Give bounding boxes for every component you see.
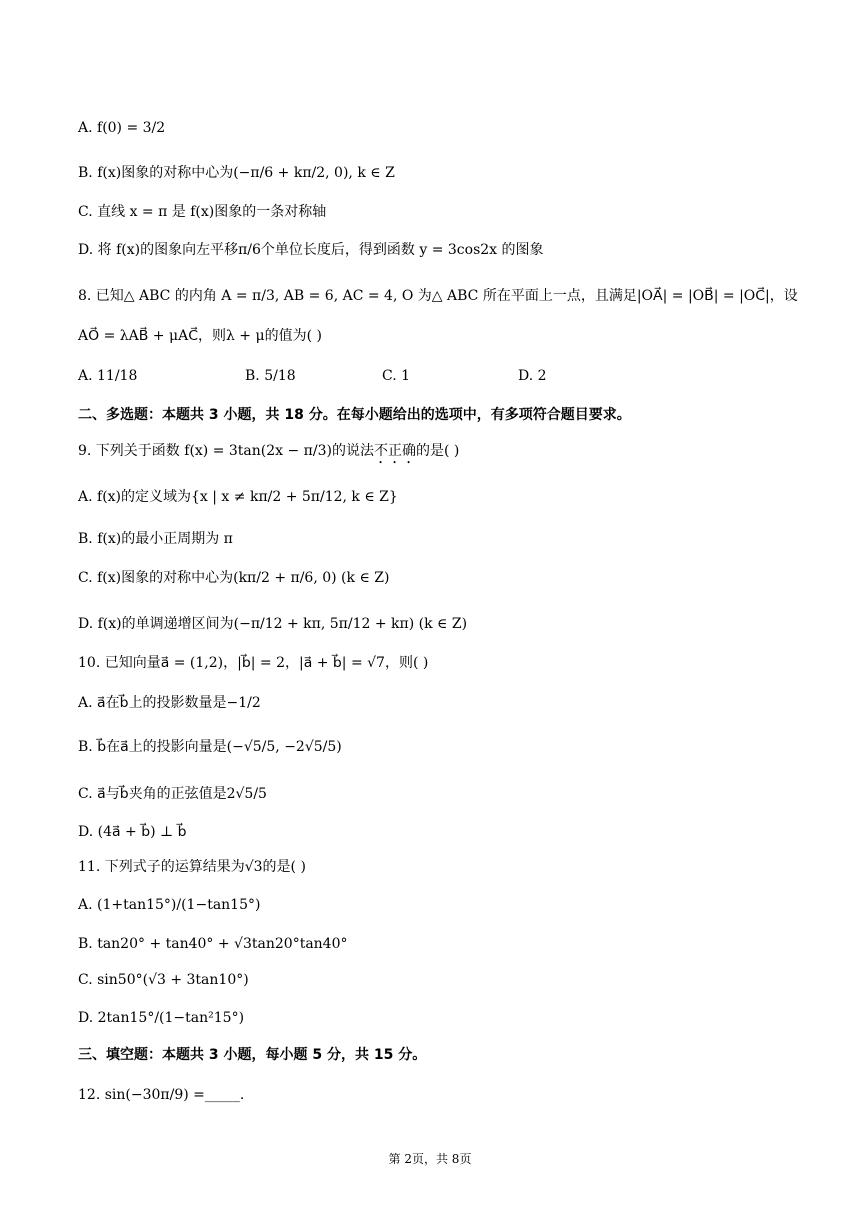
q9-option-b: B. f(x)的最小正周期为 π bbox=[78, 531, 233, 547]
q10-option-a: A. a⃗在b⃗上的投影数量是−1/2 bbox=[78, 695, 261, 711]
section-heading-fill-in: 三、填空题：本题共 3 小题，每小题 5 分，共 15 分。 bbox=[78, 1047, 427, 1063]
q11-option-b: B. tan20° + tan40° + √3tan20°tan40° bbox=[78, 936, 348, 952]
section-heading-multiple-choice: 二、多选题：本题共 3 小题，共 18 分。在每小题给出的选项中，有多项符合题目要求。 bbox=[78, 407, 631, 423]
q8-option-d: D. 2 bbox=[518, 368, 547, 384]
q7-option-d: D. 将 f(x)的图象向左平移π/6个单位长度后，得到函数 y = 3cos2x 的图象 bbox=[78, 242, 544, 258]
q10-stem: 10. 已知向量a⃗ = (1,2)，|b⃗| = 2，|a⃗ + b⃗| = √7，则( ) bbox=[78, 655, 429, 671]
q7-option-c: C. 直线 x = π 是 f(x)图象的一条对称轴 bbox=[78, 204, 327, 220]
q9-stem bbox=[78, 441, 459, 467]
q10-option-d: D. (4a⃗ + b⃗) ⊥ b⃗ bbox=[78, 824, 187, 840]
q9-stem-emphasis: 不正确 bbox=[373, 443, 416, 459]
q8-option-c: C. 1 bbox=[382, 368, 411, 384]
q10-option-b: B. b⃗在a⃗上的投影向量是(−√5/5, −2√5/5) bbox=[78, 739, 342, 755]
q9-option-a: A. f(x)的定义域为{x | x ≠ kπ/2 + 5π/12, k ∈ Z} bbox=[78, 489, 398, 505]
q10-option-c: C. a⃗与b⃗夹角的正弦值是2√5/5 bbox=[78, 786, 267, 802]
q9-stem-prefix: 9. 下列关于函数 f(x) = 3tan(2x − π/3)的说法 bbox=[78, 443, 374, 459]
q12-stem: 12. sin(−30π/9) =_____. bbox=[78, 1087, 245, 1103]
q7-option-a: A. f(0) = 3/2 bbox=[78, 120, 166, 136]
q8-option-a: A. 11/18 bbox=[78, 368, 138, 384]
q8-option-b: B. 5/18 bbox=[245, 368, 296, 384]
q8-stem-line2: AO⃗ = λAB⃗ + μAC⃗，则λ + μ的值为( ) bbox=[78, 328, 322, 344]
q8-stem-line1: 8. 已知△ ABC 的内角 A = π/3, AB = 6, AC = 4, O 为△ ABC 所在平面上一点，且满足|OA⃗| = |OB⃗| = |OC⃗|，设 bbox=[78, 288, 798, 304]
q11-stem: 11. 下列式子的运算结果为√3的是( ) bbox=[78, 859, 306, 875]
q11-option-a: A. (1+tan15°)/(1−tan15°) bbox=[78, 897, 261, 913]
q7-option-b: B. f(x)图象的对称中心为(−π/6 + kπ/2, 0), k ∈ Z bbox=[78, 165, 395, 181]
q9-option-c: C. f(x)图象的对称中心为(kπ/2 + π/6, 0) (k ∈ Z) bbox=[78, 570, 390, 586]
q9-option-d: D. f(x)的单调递增区间为(−π/12 + kπ, 5π/12 + kπ) (k ∈ Z) bbox=[78, 616, 468, 632]
q9-stem-suffix: 的是( ) bbox=[415, 443, 460, 459]
q11-option-d: D. 2tan15°/(1−tan²15°) bbox=[78, 1010, 245, 1026]
q11-option-c: C. sin50°(√3 + 3tan10°) bbox=[78, 972, 249, 988]
page-footer: 第 2页，共 8页 bbox=[388, 1152, 472, 1166]
